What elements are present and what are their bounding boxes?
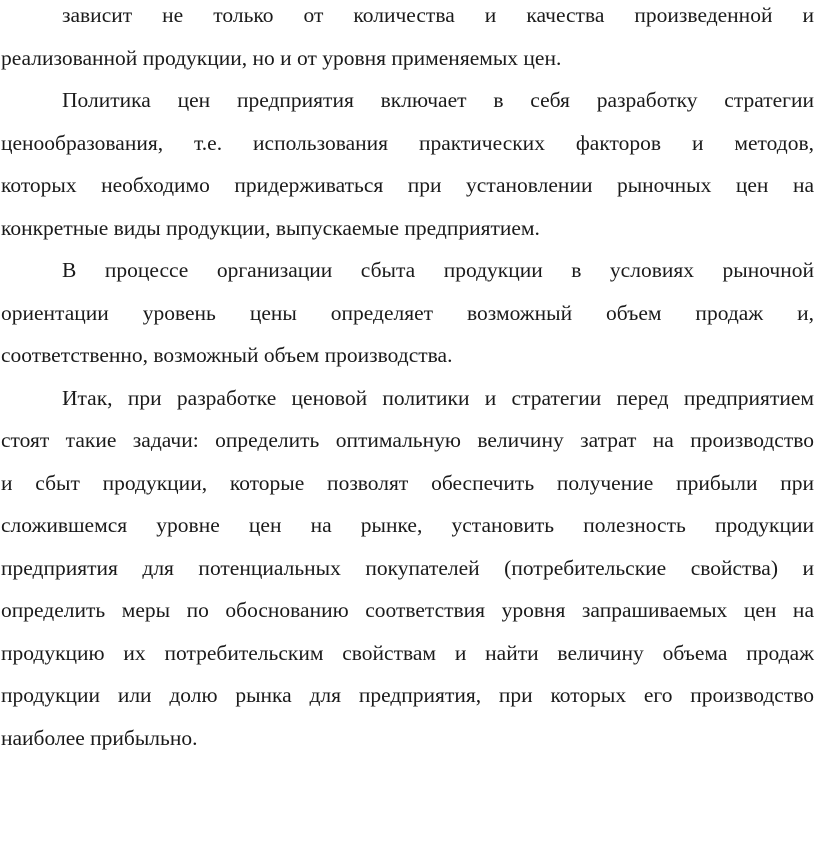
text-line: Политика цен предприятия включает в себя разработку стратегии <box>62 88 814 112</box>
text-line: конкретные виды продукции, выпускаемые предприятием. <box>1 215 540 240</box>
paragraph-4 <box>1 377 814 760</box>
text-line: продукции или долю рынка для предприятия, при которых его производство <box>1 683 814 707</box>
text-line: продукцию их потребительским свойствам и найти величину объема продаж <box>1 640 814 665</box>
text-line: реализованной продукции, но и от уровня применяемых цен. <box>1 45 562 70</box>
text-line: ценообразования, т.е. использования практических факторов и методов, <box>1 130 814 155</box>
text-line: сложившемся уровне цен на рынке, установить полезность продукции <box>1 513 814 537</box>
paragraph-3 <box>1 249 814 377</box>
text-line: и сбыт продукции, которые позволят обеспечить получение прибыли при <box>1 470 814 495</box>
text-line: Итак, при разработке ценовой политики и стратегии перед предприятием <box>62 385 814 410</box>
text-line: соответственно, возможный объем производства. <box>1 343 453 367</box>
text-line: ориентации уровень цены определяет возможный объем продаж и, <box>1 300 814 325</box>
paragraph-1 <box>1 0 814 79</box>
text-line: предприятия для потенциальных покупателей (потребительские свойства) и <box>1 555 814 580</box>
paragraph-2 <box>1 79 814 249</box>
text-line: В процессе организации сбыта продукции в условиях рыночной <box>62 258 814 282</box>
text-line: стоят такие задачи: определить оптимальную величину затрат на производство <box>1 428 814 452</box>
text-line: зависит не только от количества и качества произведенной и <box>62 3 814 27</box>
text-line: определить меры по обоснованию соответствия уровня запрашиваемых цен на <box>1 598 814 622</box>
text-line: которых необходимо придерживаться при установлении рыночных цен на <box>1 173 814 197</box>
text-line: наиболее прибыльно. <box>1 725 198 750</box>
